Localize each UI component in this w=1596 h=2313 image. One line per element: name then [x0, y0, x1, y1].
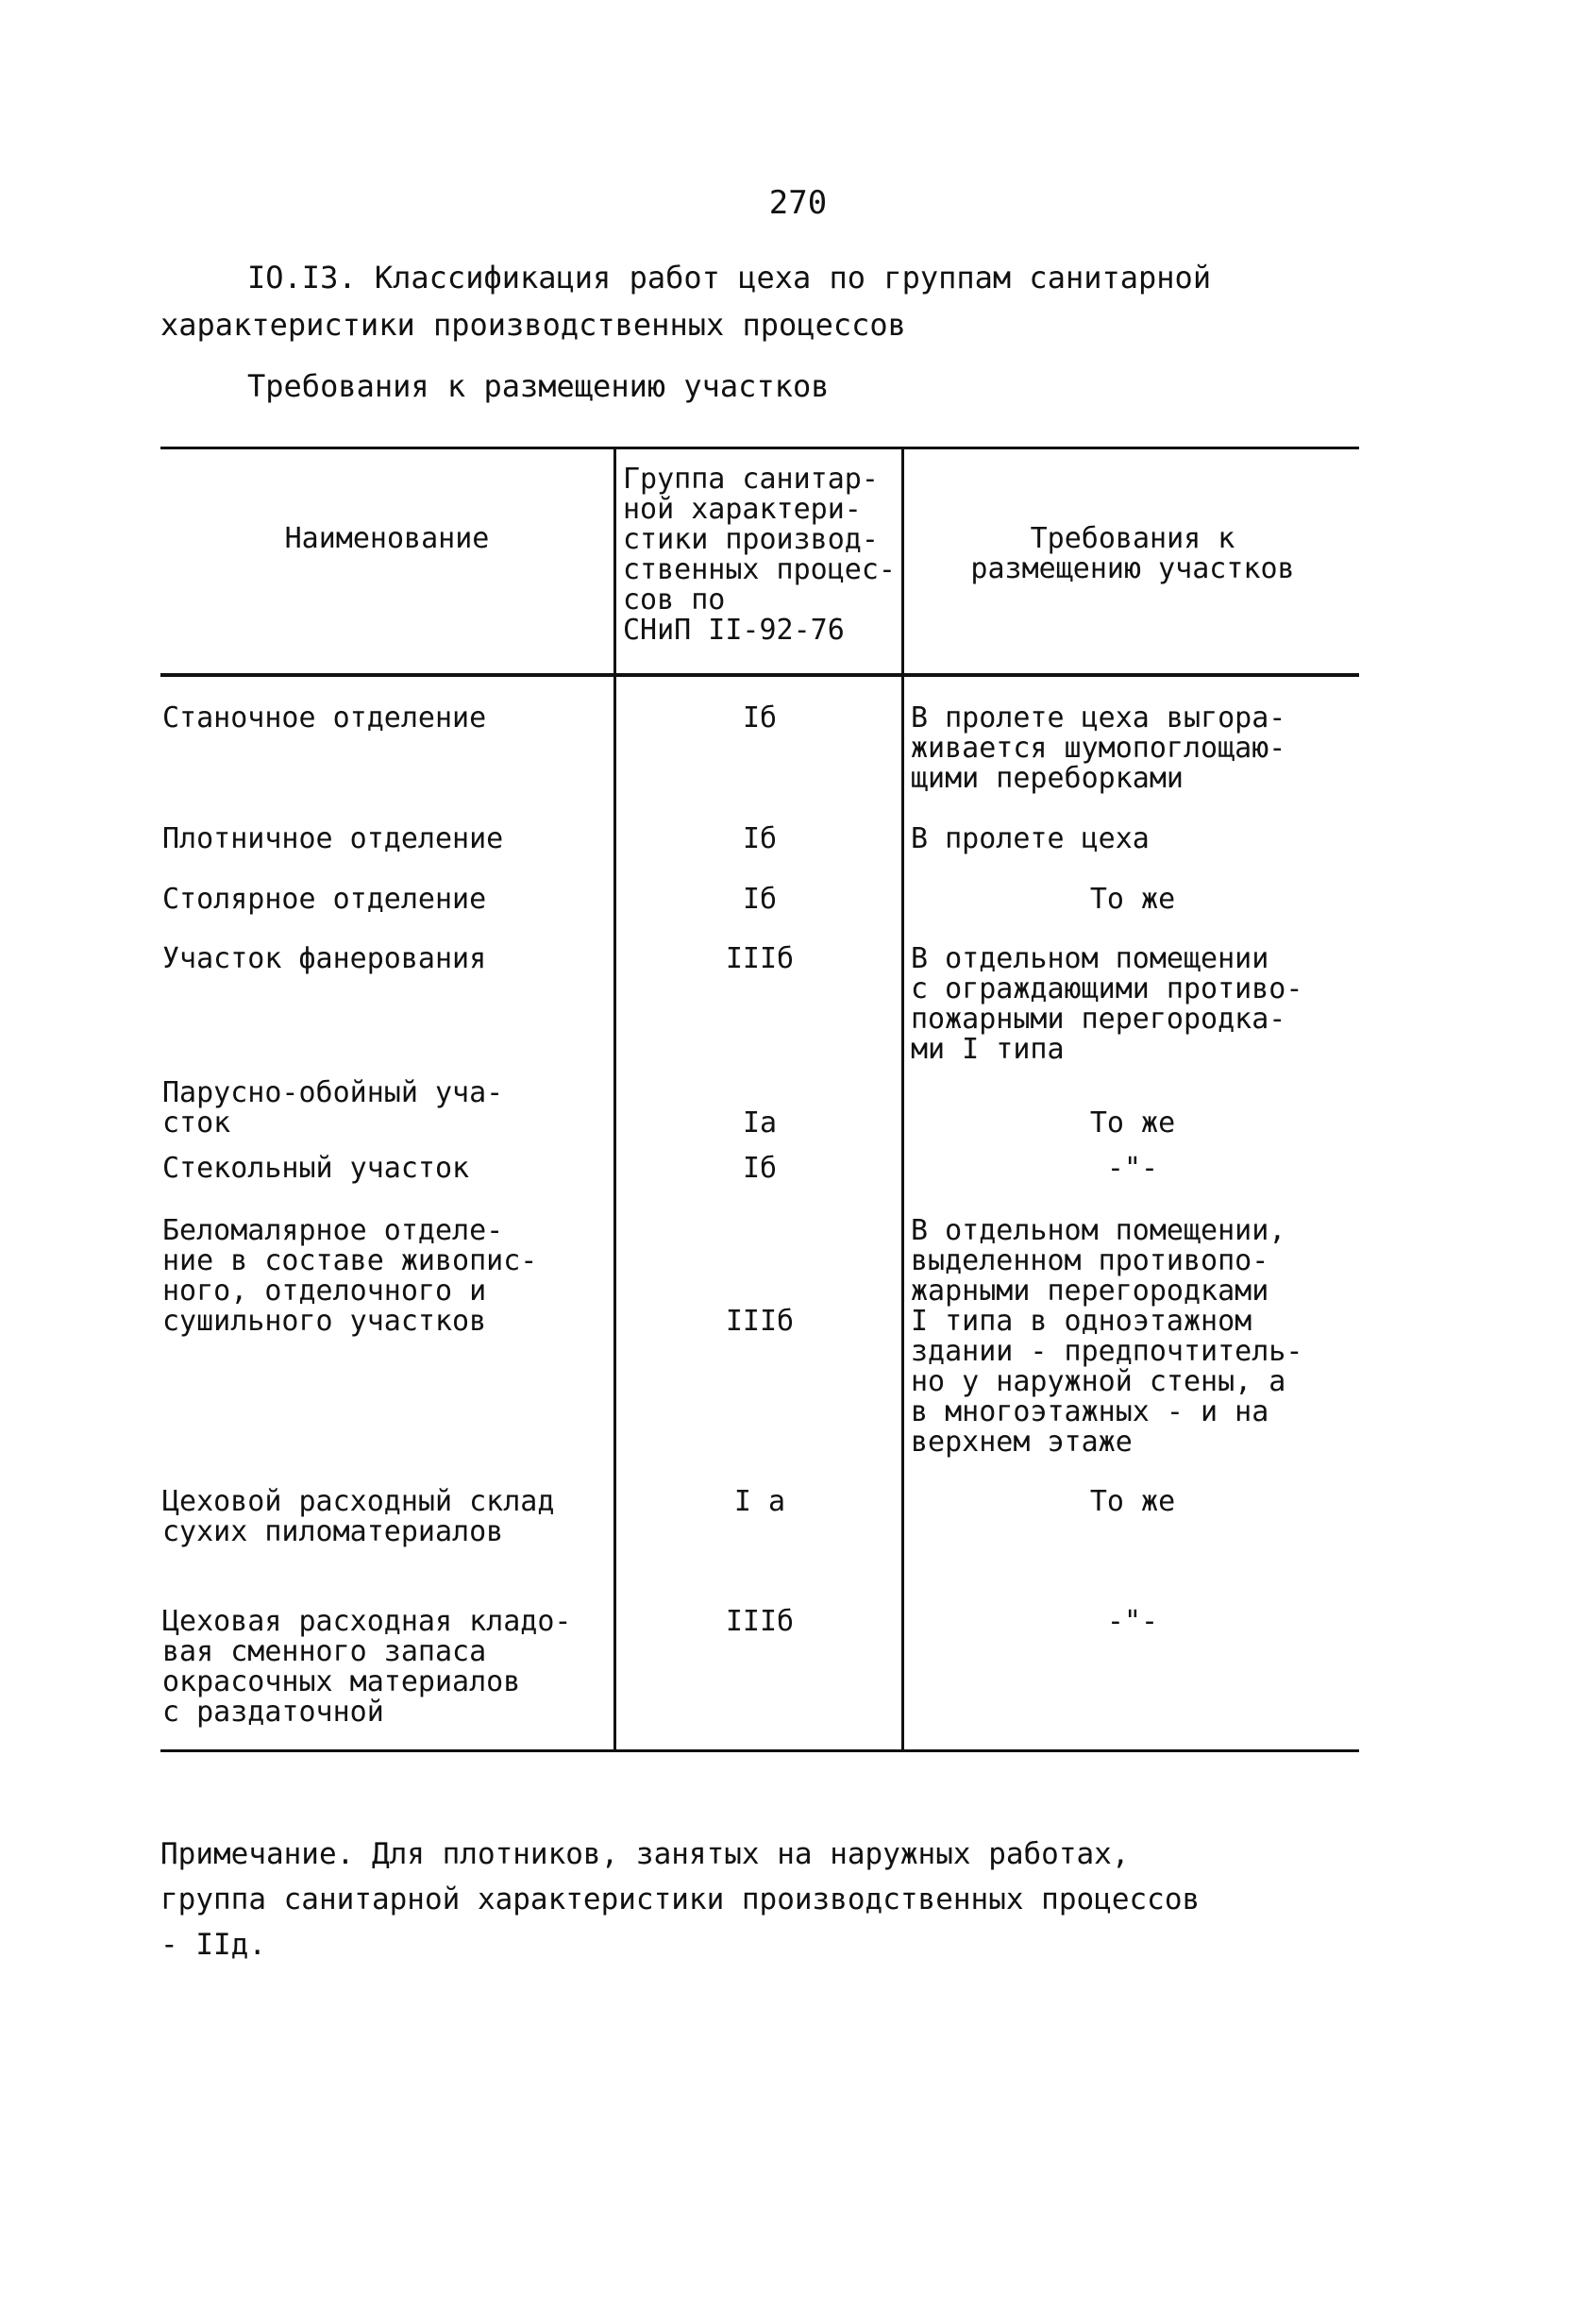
row-name: Стекольный участок — [162, 1152, 470, 1185]
row-requirements: То же — [1089, 883, 1176, 916]
row-name: Цеховая расходная кладо- вая сменного запаса окрасочных материалов с раздаточной — [162, 1605, 572, 1729]
row-name: Участок фанерования — [162, 942, 487, 975]
row-group: Iб — [742, 883, 778, 916]
row-group: I а — [733, 1485, 786, 1518]
row-group: Iб — [742, 701, 778, 734]
page-number: 270 — [768, 184, 828, 222]
row-requirements: То же — [1089, 1106, 1176, 1140]
row-requirements: -"- — [1106, 1605, 1159, 1638]
row-name: Столярное отделение — [162, 883, 487, 916]
row-name: Беломалярное отделе- ние в составе живопис- ного, отделочного и сушильного участков — [162, 1214, 538, 1338]
row-name: Парусно-обойный уча- сток — [162, 1076, 504, 1140]
row-group: Iа — [742, 1106, 778, 1140]
row-requirements: В пролете цеха — [911, 822, 1150, 855]
column-header-group: Группа санитар- ной характери- стики производ- ственных процес- сов по СНиП II-92-76 — [623, 463, 896, 647]
row-group: IIIб — [725, 942, 795, 975]
subheading: Требования к размещению участков — [247, 368, 830, 404]
table-bottom-rule — [160, 1749, 1359, 1752]
row-name: Цеховой расходный склад сухих пиломатериалов — [162, 1485, 555, 1548]
row-name: Плотничное отделение — [162, 822, 504, 855]
column-header-requirements: Требования к размещению участков — [970, 522, 1295, 585]
section-title-line-2: характеристики производственных процессов — [160, 307, 906, 343]
table-top-rule — [160, 447, 1359, 449]
row-requirements: То же — [1089, 1485, 1176, 1518]
row-requirements: В отдельном помещении с ограждающими противо- пожарными перегородка- ми I типа — [911, 942, 1303, 1066]
column-header-name: Наименование — [284, 522, 490, 555]
row-group: Iб — [742, 822, 778, 855]
row-requirements: В пролете цеха выгора- живается шумопоглощаю- щими переборками — [911, 701, 1286, 795]
section-title-line-1: IO.I3. Классификация работ цеха по группам санитарной — [247, 260, 1212, 295]
row-requirements: В отдельном помещении, выделенном противопо- жарными перегородками I типа в одноэтажном здании - предпочтитель- но у наружной стены, а в многоэтажных - и на верхнем этаже — [911, 1214, 1303, 1459]
table-header-rule — [160, 673, 1359, 677]
row-group: IIIб — [725, 1605, 795, 1638]
row-group: IIIб — [725, 1305, 795, 1338]
row-group: Iб — [742, 1152, 778, 1185]
column-divider-2 — [901, 447, 904, 1752]
column-divider-1 — [613, 447, 616, 1752]
row-name: Станочное отделение — [162, 701, 487, 734]
row-requirements: -"- — [1106, 1152, 1159, 1185]
footnote: Примечание. Для плотников, занятых на наружных работах, группа санитарной характеристики производственных процессов - IIд. — [160, 1837, 1201, 1962]
